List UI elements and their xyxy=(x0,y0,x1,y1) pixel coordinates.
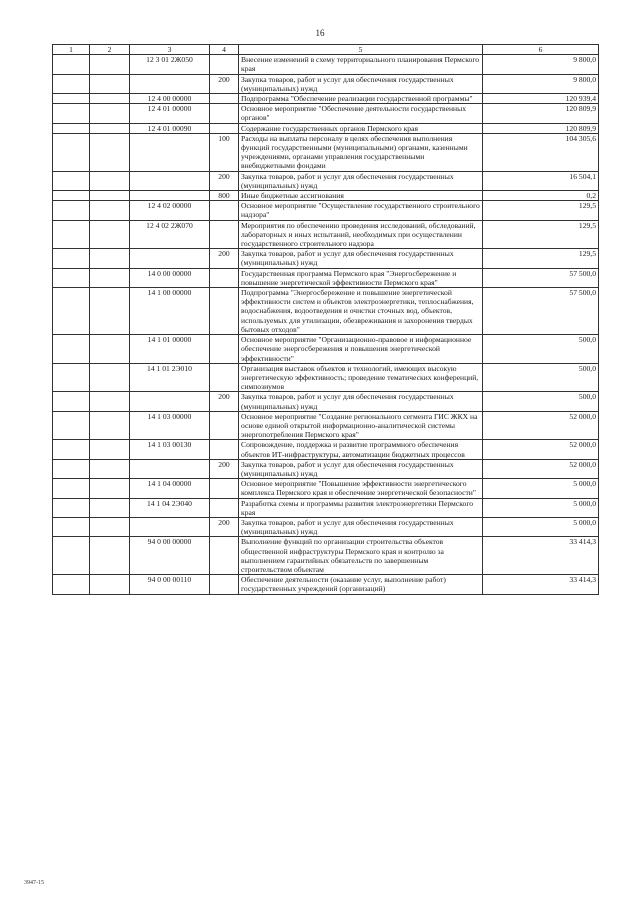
header-col-3: 3 xyxy=(130,45,210,55)
item-name: Основное мероприятие "Повышение эффективности энергетического комплекса Пермского края и обеспечение энергетической безопасности" xyxy=(239,479,483,498)
item-name: Сопровождение, поддержка и развитие программного обеспечения объектов ИТ-инфраструктуры, автоматизации бюджетных процессов xyxy=(239,440,483,459)
expense-type xyxy=(210,363,239,392)
item-name: Выполнение функций по организации строительства объектов общественной инфраструктуры Пермского края и контролю за выполнением гарантийных обязательств по завершенным строительством объектам xyxy=(239,537,483,575)
header-col-6: 6 xyxy=(483,45,599,55)
expense-type xyxy=(210,201,239,220)
expense-type xyxy=(210,498,239,517)
amount: 5 000,0 xyxy=(483,517,599,536)
table-row xyxy=(53,459,599,478)
expense-type xyxy=(210,123,239,133)
table-row xyxy=(53,288,599,335)
amount: 33 414,3 xyxy=(483,575,599,594)
amount: 129,5 xyxy=(483,201,599,220)
item-name: Основное мероприятие "Осуществление государственного строительного надзора" xyxy=(239,201,483,220)
amount: 129,5 xyxy=(483,249,599,268)
table-row xyxy=(53,191,599,201)
target-code xyxy=(130,171,210,190)
item-name: Государственная программа Пермского края "Энергосбережение и повышение энергетической эффективности Пермского края" xyxy=(239,268,483,287)
expense-type: 200 xyxy=(210,392,239,411)
target-code xyxy=(130,133,210,171)
table-row xyxy=(53,74,599,93)
table-row xyxy=(53,498,599,517)
table-row xyxy=(53,411,599,440)
target-code: 12 4 01 00000 xyxy=(130,104,210,123)
amount: 500,0 xyxy=(483,363,599,392)
amount: 5 000,0 xyxy=(483,479,599,498)
table-row xyxy=(53,55,599,74)
item-name: Содержание государственных органов Пермского края xyxy=(239,123,483,133)
item-name: Закупка товаров, работ и услуг для обеспечения государственных (муниципальных) нужд xyxy=(239,171,483,190)
table-row xyxy=(53,537,599,575)
page-number: 16 xyxy=(315,28,325,38)
item-name: Закупка товаров, работ и услуг для обеспечения государственных (муниципальных) нужд xyxy=(239,74,483,93)
expense-type xyxy=(210,335,239,364)
target-code: 14 1 01 2Э010 xyxy=(130,363,210,392)
expense-type xyxy=(210,575,239,594)
target-code: 12 4 00 00000 xyxy=(130,94,210,104)
table-row xyxy=(53,575,599,594)
target-code xyxy=(130,517,210,536)
item-name: Расходы на выплаты персоналу в целях обеспечения выполнения функций государственными (муниципальными) органами, казенными учреждениями, органами управления государственными внебюджетными фондами xyxy=(239,133,483,171)
target-code xyxy=(130,74,210,93)
table-row xyxy=(53,201,599,220)
table-row xyxy=(53,123,599,133)
target-code: 94 0 00 00110 xyxy=(130,575,210,594)
header-col-4: 4 xyxy=(210,45,239,55)
target-code xyxy=(130,249,210,268)
item-name: Обеспечение деятельности (оказание услуг, выполнение работ) государственных учреждений (организаций) xyxy=(239,575,483,594)
item-name: Иные бюджетные ассигнования xyxy=(239,191,483,201)
target-code: 14 1 01 00000 xyxy=(130,335,210,364)
amount: 120 939,4 xyxy=(483,94,599,104)
expense-type xyxy=(210,411,239,440)
expense-type xyxy=(210,288,239,335)
header-col-5: 5 xyxy=(239,45,483,55)
target-code: 14 1 03 00000 xyxy=(130,411,210,440)
budget-table xyxy=(52,44,599,595)
table-row xyxy=(53,479,599,498)
table-row xyxy=(53,133,599,171)
header-col-1: 1 xyxy=(53,45,90,55)
footer-document-code: 3947-15 xyxy=(24,880,44,886)
expense-type xyxy=(210,104,239,123)
item-name: Основное мероприятие "Организационно-правовое и информационное обеспечение энергосбережения и повышения энергетической эффективности" xyxy=(239,335,483,364)
item-name: Закупка товаров, работ и услуг для обеспечения государственных (муниципальных) нужд xyxy=(239,249,483,268)
expense-type: 200 xyxy=(210,517,239,536)
table-header-row xyxy=(53,45,599,55)
table-row xyxy=(53,220,599,249)
target-code: 12 4 02 00000 xyxy=(130,201,210,220)
target-code xyxy=(130,191,210,201)
item-name: Основное мероприятие "Создание регионального сегмента ГИС ЖКХ на основе единой открытой информационно-аналитической системы энергопотребления Пермского края" xyxy=(239,411,483,440)
expense-type: 800 xyxy=(210,191,239,201)
header-col-2: 2 xyxy=(90,45,130,55)
table-row xyxy=(53,392,599,411)
expense-type xyxy=(210,440,239,459)
item-name: Закупка товаров, работ и услуг для обеспечения государственных (муниципальных) нужд xyxy=(239,517,483,536)
amount: 52 000,0 xyxy=(483,411,599,440)
table-row xyxy=(53,94,599,104)
expense-type: 200 xyxy=(210,171,239,190)
item-name: Разработка схемы и программы развития электроэнергетики Пермского края xyxy=(239,498,483,517)
amount: 120 809,9 xyxy=(483,123,599,133)
target-code: 14 1 04 00000 xyxy=(130,479,210,498)
expense-type xyxy=(210,537,239,575)
table-row xyxy=(53,335,599,364)
target-code: 14 1 03 00130 xyxy=(130,440,210,459)
table-row xyxy=(53,104,599,123)
target-code xyxy=(130,392,210,411)
table-row xyxy=(53,171,599,190)
target-code xyxy=(130,459,210,478)
amount: 57 500,0 xyxy=(483,268,599,287)
expense-type xyxy=(210,55,239,74)
item-name: Подпрограмма "Обеспечение реализации государственной программы" xyxy=(239,94,483,104)
expense-type xyxy=(210,479,239,498)
amount: 9 800,0 xyxy=(483,55,599,74)
table-row xyxy=(53,268,599,287)
item-name: Подпрограмма "Энергосбережение и повышение энергетической эффективности систем и объектов электроэнергетики, теплоснабжения, водоснабжения, водоотведения и очистки сточных вод, объектов, используемых для утилизации, обезвреживания и захоронения твердых бытовых отходов" xyxy=(239,288,483,335)
item-name: Основное мероприятие "Обеспечение деятельности государственных органов" xyxy=(239,104,483,123)
item-name: Организация выставок объектов и технологий, имеющих высокую энергетическую эффективность; проведение тематических конференций, симпозиумов xyxy=(239,363,483,392)
expense-type xyxy=(210,268,239,287)
amount: 33 414,3 xyxy=(483,537,599,575)
item-name: Закупка товаров, работ и услуг для обеспечения государственных (муниципальных) нужд xyxy=(239,459,483,478)
target-code: 12 4 01 00090 xyxy=(130,123,210,133)
table-row xyxy=(53,517,599,536)
expense-type xyxy=(210,220,239,249)
amount: 0,2 xyxy=(483,191,599,201)
target-code: 14 0 00 00000 xyxy=(130,268,210,287)
table-row xyxy=(53,440,599,459)
amount: 120 809,9 xyxy=(483,104,599,123)
target-code: 94 0 00 00000 xyxy=(130,537,210,575)
table-row xyxy=(53,363,599,392)
table-row xyxy=(53,249,599,268)
amount: 129,5 xyxy=(483,220,599,249)
amount: 52 000,0 xyxy=(483,440,599,459)
item-name: Мероприятия по обеспечению проведения исследований, обследований, лабораторных и иных испытаний, необходимых при осуществлении государственного строительного надзора xyxy=(239,220,483,249)
expense-type: 200 xyxy=(210,74,239,93)
expense-type xyxy=(210,94,239,104)
amount: 500,0 xyxy=(483,392,599,411)
expense-type: 200 xyxy=(210,459,239,478)
expense-type: 200 xyxy=(210,249,239,268)
amount: 9 800,0 xyxy=(483,74,599,93)
amount: 52 000,0 xyxy=(483,459,599,478)
amount: 104 305,6 xyxy=(483,133,599,171)
item-name: Закупка товаров, работ и услуг для обеспечения государственных (муниципальных) нужд xyxy=(239,392,483,411)
amount: 500,0 xyxy=(483,335,599,364)
item-name: Внесение изменений в схему территориального планирования Пермского края xyxy=(239,55,483,74)
expense-type: 100 xyxy=(210,133,239,171)
amount: 16 504,1 xyxy=(483,171,599,190)
amount: 57 500,0 xyxy=(483,288,599,335)
target-code: 14 1 04 2Э040 xyxy=(130,498,210,517)
amount: 5 000,0 xyxy=(483,498,599,517)
target-code: 12 4 02 2Ж070 xyxy=(130,220,210,249)
target-code: 14 1 00 00000 xyxy=(130,288,210,335)
target-code: 12 3 01 2Ж050 xyxy=(130,55,210,74)
